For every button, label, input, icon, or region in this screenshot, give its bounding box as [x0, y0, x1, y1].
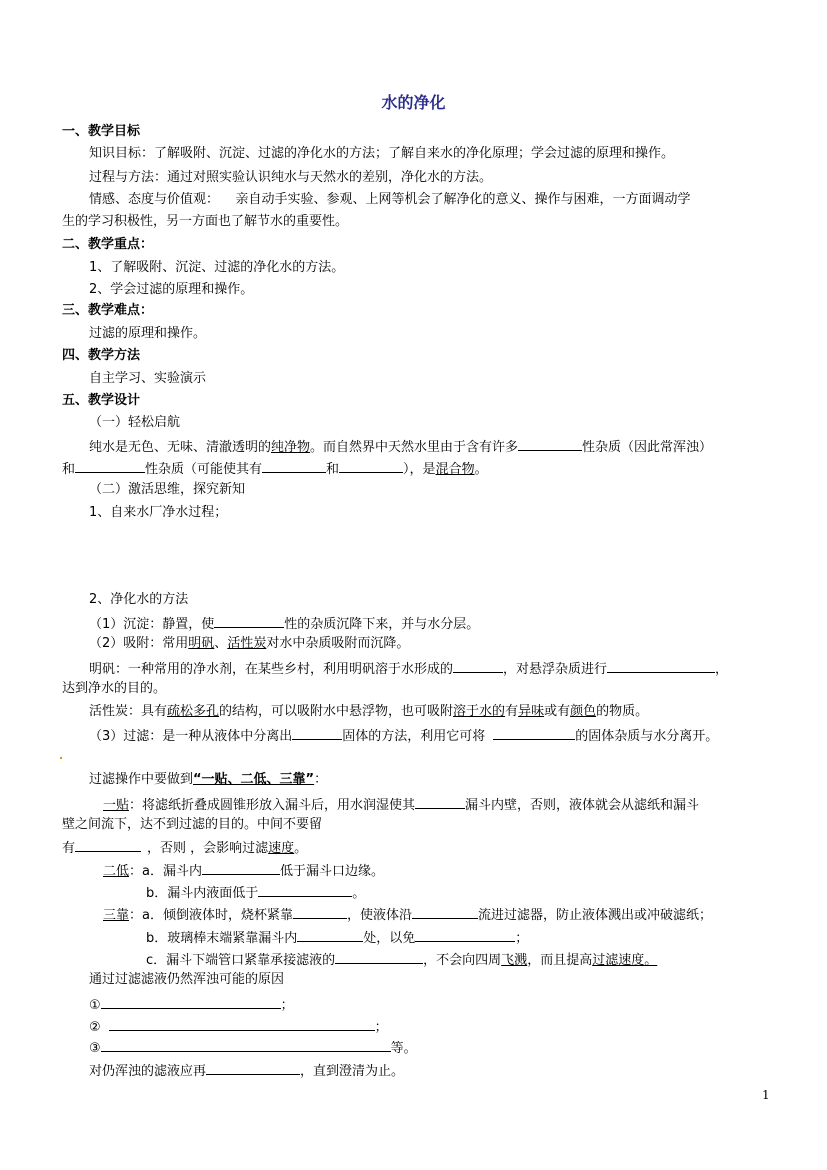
method-sedimentation: （1）沉淀：静置，使 性的杂质沉降下来，并与水分层。 [89, 614, 479, 633]
fill-blank [258, 883, 352, 897]
one-stick-line1: 一贴：将滤纸折叠成圆锥形放入漏斗后，用水润湿使其 漏斗内壁，否则，液体就会从滤纸和漏斗 [103, 795, 699, 814]
fill-blank [75, 459, 145, 473]
method-adsorption: （2）吸附：常用明矾、活性炭对水中杂质吸附而沉降。 [89, 636, 410, 651]
fill-blank [109, 1017, 375, 1031]
heading-design: 五、教学设计 [62, 393, 141, 408]
activated-carbon: 活性炭：具有疏松多孔的结构，可以吸附水中悬浮物，也可吸附溶于水的有异味或有颜色的物质。 [89, 704, 649, 719]
process-goal: 过程与方法：通过对照实验认识纯水与天然水的差别，净化水的方法。 [89, 170, 493, 185]
water-plant-process: 1、自来水厂净水过程； [89, 505, 228, 520]
stray-mark [60, 757, 62, 759]
fill-blank [412, 905, 478, 919]
refilter-instruction: 对仍浑浊的滤液应再 ，直到澄清为止。 [89, 1061, 404, 1080]
key-point-2: 2、学会过滤的原理和操作。 [89, 282, 254, 297]
fill-blank [101, 1038, 391, 1052]
methods-text: 自主学习、实验演示 [89, 371, 207, 386]
three-touch-b: b．玻璃棒末端紧靠漏斗内 处，以免 ； [146, 928, 528, 947]
alum-line2: 达到净水的目的。 [62, 681, 167, 696]
fill-blank [293, 905, 347, 919]
fill-blank [262, 459, 326, 473]
knowledge-goal: 知识目标：了解吸附、沉淀、过滤的净化水的方法；了解自来水的净化原理；学会过滤的原理和操作。 [89, 146, 675, 161]
pure-water-line1: 纯水是无色、无味、清澈透明的纯净物。而自然界中天然水里由于含有许多 性杂质（因此常浑浊） [89, 437, 712, 456]
attitude-goal-line1: 情感、态度与价值观： 亲自动手实验、参观、上网等机会了解净化的意义、操作与困难，一方面调动学 [89, 192, 691, 207]
pure-water-line2: 和 性杂质（可能使其有 和 ），是混合物。 [62, 459, 488, 478]
fill-blank [292, 726, 342, 740]
purification-methods: 2、净化水的方法 [89, 592, 189, 607]
fill-blank [415, 795, 465, 809]
fill-blank [75, 838, 141, 852]
cause-3: ③ 等。 [89, 1038, 417, 1057]
fill-blank [202, 861, 280, 875]
heading-key-points: 二、教学重点： [62, 237, 154, 252]
cause-1: ① ； [89, 995, 294, 1014]
turbid-causes-intro: 通过过滤滤液仍然浑浊可能的原因 [89, 972, 285, 987]
fill-blank [297, 928, 363, 942]
fill-blank [607, 659, 715, 673]
method-filtration: （3）过滤：是一种从液体中分离出 固体的方法，利用它可将 的固体杂质与水分离开。 [89, 726, 718, 745]
three-touch-c: c．漏斗下端管口紧靠承接滤液的 ，不会向四周飞溅，而且提高过滤速度。 [146, 950, 657, 969]
alum-line1: 明矾：一种常用的净水剂，在某些乡村，利用明矾溶于水形成的 ，对悬浮杂质进行 ， [89, 659, 728, 678]
page-number: 1 [762, 1088, 770, 1102]
one-stick-line2: 壁之间流下，达不到过滤的目的。中间不要留 [62, 817, 323, 832]
one-stick-line3: 有 ，否则 ，会影响过滤速度。 [62, 838, 307, 857]
heading-methods: 四、教学方法 [62, 348, 141, 363]
key-point-1: 1、了解吸附、沉淀、过滤的净化水的方法。 [89, 260, 345, 275]
two-low-b: b．漏斗内液面低于 。 [146, 883, 365, 902]
difficulty-text: 过滤的原理和操作。 [89, 326, 207, 341]
document-title: 水的净化 [381, 93, 446, 112]
fill-blank [101, 995, 281, 1009]
heading-difficulties: 三、教学难点： [62, 303, 154, 318]
fill-blank [339, 459, 403, 473]
filtration-intro: 过滤操作中要做到“一贴、二低、三靠”： [89, 772, 328, 787]
attitude-goal-line2: 生的学习积极性，另一方面也了解节水的重要性。 [62, 214, 349, 229]
fill-blank [335, 950, 423, 964]
subheading-start: （一）轻松启航 [89, 415, 181, 430]
heading-teaching-goals: 一、教学目标 [62, 124, 141, 139]
fill-blank [214, 614, 284, 628]
three-touch-a: 三靠：a．倾倒液体时，烧杯紧靠 ，使液体沿 流进过滤器，防止液体溅出或冲破滤纸； [103, 905, 712, 924]
fill-blank [518, 437, 582, 451]
fill-blank [493, 726, 575, 740]
cause-2: ② ； [89, 1017, 388, 1036]
fill-blank [453, 659, 503, 673]
two-low-a: 二低：a．漏斗内 低于漏斗口边缘。 [103, 861, 384, 880]
fill-blank [206, 1061, 300, 1075]
subheading-explore: （二）激活思维，探究新知 [89, 482, 246, 497]
fill-blank [415, 928, 515, 942]
